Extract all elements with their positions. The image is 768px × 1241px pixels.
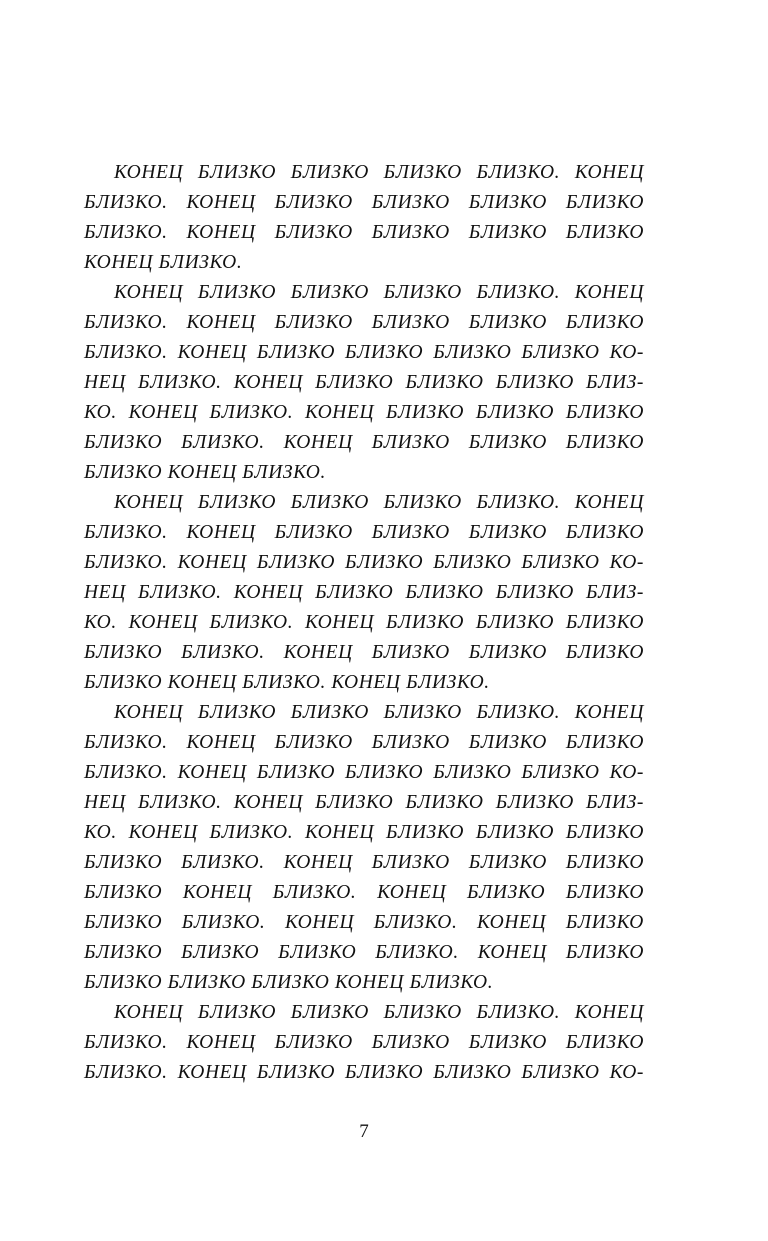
paragraph [84,698,644,998]
paragraph [84,278,644,488]
text-line: КОНЕЦ БЛИЗКО БЛИЗКО БЛИЗКО БЛИЗКО. КОНЕЦ [114,1002,644,1023]
text-line: КОНЕЦ БЛИЗКО БЛИЗКО БЛИЗКО БЛИЗКО. КОНЕЦ [114,282,644,303]
text-line: КОНЕЦ БЛИЗКО БЛИЗКО БЛИЗКО БЛИЗКО. КОНЕЦ [114,702,644,723]
text-line: БЛИЗКО КОНЕЦ БЛИЗКО. [84,462,326,483]
text-line: КО. КОНЕЦ БЛИЗКО. КОНЕЦ БЛИЗКО БЛИЗКО БЛИЗКО [84,402,644,423]
text-line: БЛИЗКО. КОНЕЦ БЛИЗКО БЛИЗКО БЛИЗКО БЛИЗКО [84,732,644,753]
text-line: БЛИЗКО. КОНЕЦ БЛИЗКО БЛИЗКО БЛИЗКО БЛИЗКО [84,1032,644,1053]
text-line: КО. КОНЕЦ БЛИЗКО. КОНЕЦ БЛИЗКО БЛИЗКО БЛИЗКО [84,822,644,843]
text-line: КОНЕЦ БЛИЗКО БЛИЗКО БЛИЗКО БЛИЗКО. КОНЕЦ [114,162,644,183]
text-block [84,158,644,1088]
text-line: БЛИЗКО. КОНЕЦ БЛИЗКО БЛИЗКО БЛИЗКО БЛИЗКО КО- [84,762,644,783]
text-line: БЛИЗКО. КОНЕЦ БЛИЗКО БЛИЗКО БЛИЗКО БЛИЗКО [84,312,644,333]
text-line: БЛИЗКО. КОНЕЦ БЛИЗКО БЛИЗКО БЛИЗКО БЛИЗКО [84,192,644,213]
text-line: КОНЕЦ БЛИЗКО. [84,252,243,273]
text-line: БЛИЗКО БЛИЗКО БЛИЗКО КОНЕЦ БЛИЗКО. [84,972,494,993]
text-line: БЛИЗКО. КОНЕЦ БЛИЗКО БЛИЗКО БЛИЗКО БЛИЗКО КО- [84,342,644,363]
text-line: НЕЦ БЛИЗКО. КОНЕЦ БЛИЗКО БЛИЗКО БЛИЗКО БЛИЗ- [84,582,644,603]
text-line: БЛИЗКО БЛИЗКО БЛИЗКО БЛИЗКО. КОНЕЦ БЛИЗКО [84,942,644,963]
text-line: НЕЦ БЛИЗКО. КОНЕЦ БЛИЗКО БЛИЗКО БЛИЗКО БЛИЗ- [84,372,644,393]
text-line: БЛИЗКО. КОНЕЦ БЛИЗКО БЛИЗКО БЛИЗКО БЛИЗКО КО- [84,1062,644,1083]
text-line: БЛИЗКО. КОНЕЦ БЛИЗКО БЛИЗКО БЛИЗКО БЛИЗКО КО- [84,552,644,573]
paragraph [84,998,644,1088]
page-number: 7 [359,1121,369,1142]
text-line: НЕЦ БЛИЗКО. КОНЕЦ БЛИЗКО БЛИЗКО БЛИЗКО БЛИЗ- [84,792,644,813]
text-line: БЛИЗКО КОНЕЦ БЛИЗКО. КОНЕЦ БЛИЗКО. [84,672,490,693]
text-line: КОНЕЦ БЛИЗКО БЛИЗКО БЛИЗКО БЛИЗКО. КОНЕЦ [114,492,644,513]
text-line: КО. КОНЕЦ БЛИЗКО. КОНЕЦ БЛИЗКО БЛИЗКО БЛИЗКО [84,612,644,633]
text-line: БЛИЗКО КОНЕЦ БЛИЗКО. КОНЕЦ БЛИЗКО БЛИЗКО [84,882,644,903]
paragraph [84,488,644,698]
text-line: БЛИЗКО БЛИЗКО. КОНЕЦ БЛИЗКО. КОНЕЦ БЛИЗКО [84,912,644,933]
paragraph [84,158,644,278]
text-line: БЛИЗКО. КОНЕЦ БЛИЗКО БЛИЗКО БЛИЗКО БЛИЗКО [84,222,644,243]
text-line: БЛИЗКО БЛИЗКО. КОНЕЦ БЛИЗКО БЛИЗКО БЛИЗКО [84,432,644,453]
text-line: БЛИЗКО БЛИЗКО. КОНЕЦ БЛИЗКО БЛИЗКО БЛИЗКО [84,852,644,873]
text-line: БЛИЗКО БЛИЗКО. КОНЕЦ БЛИЗКО БЛИЗКО БЛИЗКО [84,642,644,663]
text-line: БЛИЗКО. КОНЕЦ БЛИЗКО БЛИЗКО БЛИЗКО БЛИЗКО [84,522,644,543]
